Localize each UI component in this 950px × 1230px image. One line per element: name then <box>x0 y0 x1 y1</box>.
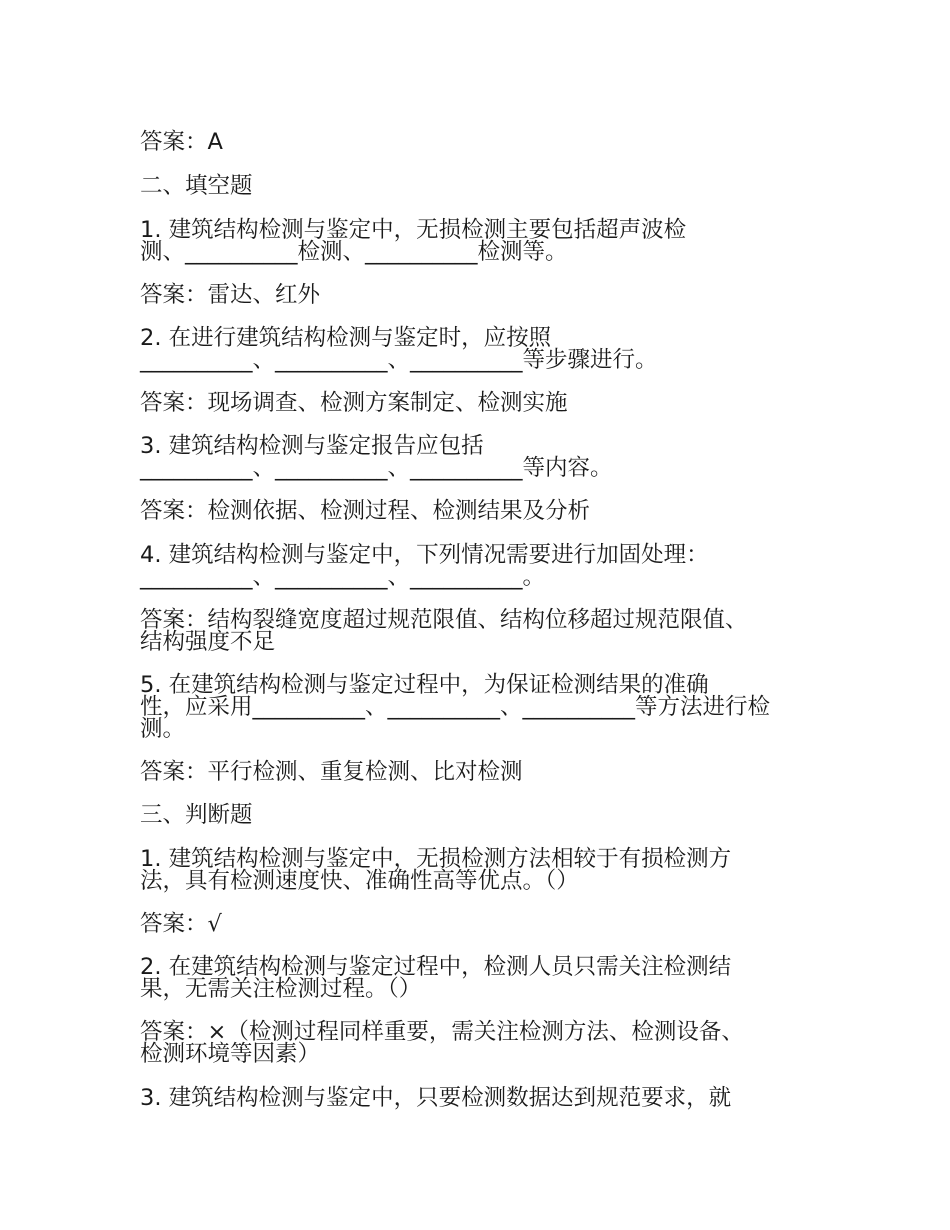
answer-line: 答案：×（检测过程同样重要，需关注检测方法、检测设备、 <box>140 1019 744 1045</box>
answer-line: 答案：结构裂缝宽度超过规范限值、结构位移超过规范限值、 <box>140 607 748 633</box>
question-line: 3. 建筑结构检测与鉴定中，只要检测数据达到规范要求，就 <box>140 1085 732 1111</box>
answer-line: 结构强度不足 <box>140 629 276 655</box>
question-line: 5. 在建筑结构检测与鉴定过程中，为保证检测结果的准确 <box>140 672 709 698</box>
section-heading-fill-in: 二、填空题 <box>140 173 253 199</box>
question-line: 2. 在建筑结构检测与鉴定过程中，检测人员只需关注检测结 <box>140 954 732 980</box>
answer-line: 答案：√ <box>140 911 222 937</box>
question-line: __________、__________、__________等步骤进行。 <box>140 347 658 373</box>
question-line: __________、__________、__________。 <box>140 564 546 590</box>
question-line: 法，具有检测速度快、准确性高等优点。（） <box>140 868 579 894</box>
answer-line: 答案：检测依据、检测过程、检测结果及分析 <box>140 498 591 524</box>
question-line: 4. 建筑结构检测与鉴定中，下列情况需要进行加固处理： <box>140 542 709 568</box>
question-line: 测。 <box>140 716 186 742</box>
question-line: 2. 在进行建筑结构检测与鉴定时，应按照 <box>140 325 552 351</box>
question-line: 3. 建筑结构检测与鉴定报告应包括 <box>140 433 484 459</box>
answer-line: 答案：现场调查、检测方案制定、检测实施 <box>140 390 568 416</box>
question-line: 测、__________检测、__________检测等。 <box>140 239 568 265</box>
answer-line: 检测环境等因素） <box>140 1041 321 1067</box>
answer-line: 答案：雷达、红外 <box>140 282 321 308</box>
question-line: 果，无需关注检测过程。（） <box>140 976 422 1002</box>
question-line: 1. 建筑结构检测与鉴定中，无损检测方法相较于有损检测方 <box>140 846 732 872</box>
question-line: 性，应采用__________、__________、__________等方法进行检 <box>140 694 771 720</box>
answer-line: 答案：平行检测、重复检测、比对检测 <box>140 759 523 785</box>
question-line: __________、__________、__________等内容。 <box>140 455 613 481</box>
section-heading-true-false: 三、判断题 <box>140 802 253 828</box>
answer-line: 答案：A <box>140 129 223 155</box>
question-line: 1. 建筑结构检测与鉴定中，无损检测主要包括超声波检 <box>140 217 687 243</box>
